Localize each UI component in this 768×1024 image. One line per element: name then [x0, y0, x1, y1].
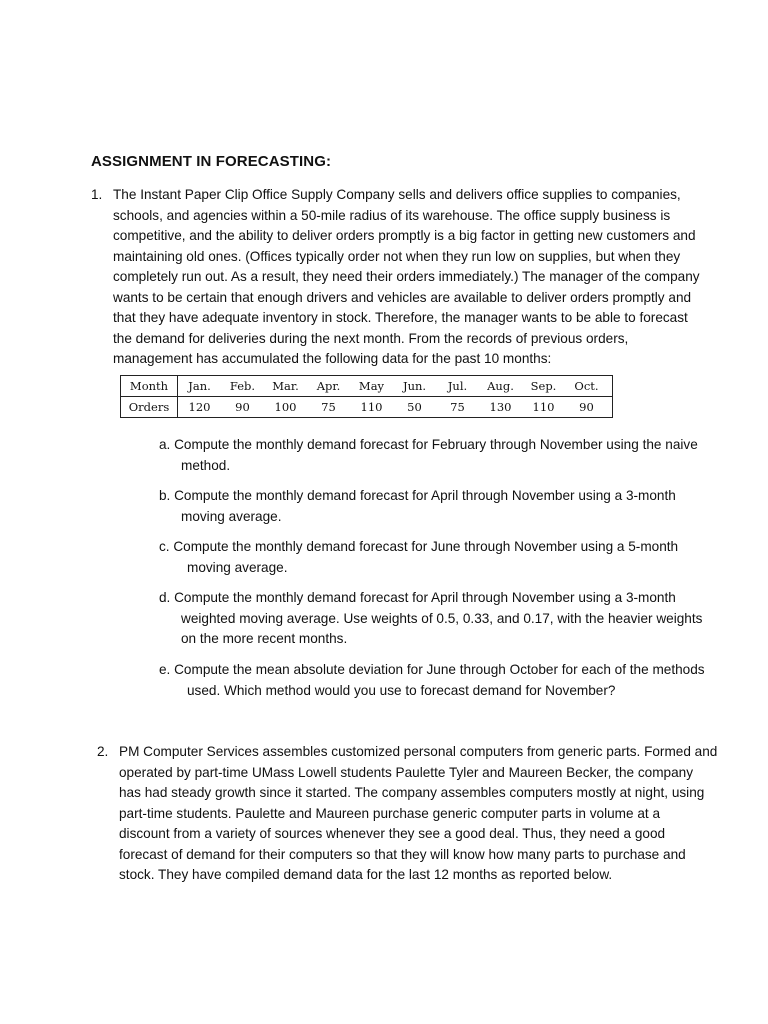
table-cell-month: Oct. — [565, 376, 613, 397]
table-cell-orders: 100 — [274, 400, 297, 414]
question-1-line: wants to be certain that enough drivers and vehicles are available to deliver orders promptly and — [113, 289, 692, 305]
question-1-line: management has accumulated the following data for the past 10 months: — [113, 351, 552, 366]
subquestion-c-line: moving average. — [187, 559, 288, 575]
question-2-line: forecast of demand for their computers so that they will know how many parts to purchase and — [119, 846, 686, 862]
table-cell-month: Aug. — [479, 376, 522, 397]
subquestion-e — [159, 660, 729, 701]
question-1-line: the demand for deliveries during the next month. From the records of previous orders, — [113, 330, 629, 346]
table-cell-month: Jan. — [178, 376, 222, 397]
question-1-line: The Instant Paper Clip Office Supply Company sells and delivers office supplies to companies, — [113, 187, 681, 202]
question-2-line: operated by part-time UMass Lowell students Paulette Tyler and Maureen Becker, the company — [119, 764, 694, 780]
subquestion-b-line: moving average. — [181, 508, 282, 524]
table-cell-orders: 90 — [579, 400, 594, 414]
question-1-line: completely run out. As a result, they need their orders immediately.) The manager of the company — [113, 269, 700, 284]
subquestion-d-line: d. Compute the monthly demand forecast for April through November using a 3-month — [159, 590, 676, 605]
table-cell-month: Feb. — [221, 376, 264, 397]
table-cell-orders: 110 — [360, 400, 383, 414]
subquestion-a — [159, 435, 729, 476]
table-header-orders: Orders — [121, 397, 178, 418]
subquestion-b-line: b. Compute the monthly demand forecast for April through November using a 3-month — [159, 488, 676, 503]
question-1-number: 1. — [91, 187, 103, 202]
orders-table — [120, 375, 613, 418]
question-1 — [91, 185, 731, 370]
table-header-month: Month — [121, 376, 178, 397]
table-cell-orders: 90 — [235, 400, 250, 414]
table-cell-month: Apr. — [307, 376, 350, 397]
question-1-text — [113, 185, 731, 370]
question-2-line: PM Computer Services assembles customized personal computers from generic parts. Formed and — [119, 744, 718, 759]
subquestion-a-line: a. Compute the monthly demand forecast for February through November using the naive — [159, 437, 698, 452]
table-cell-orders: 110 — [532, 400, 555, 414]
question-2-line: part-time students. Paulette and Maureen purchase generic computer parts in volume at a — [119, 805, 661, 821]
table-cell-orders: 75 — [450, 400, 465, 414]
question-2-text — [119, 742, 731, 886]
question-1-line: competitive, and the ability to deliver orders promptly is a big factor in getting new customers and — [113, 228, 696, 243]
subquestion-d-line: on the more recent months. — [181, 631, 348, 646]
table-cell-month: Mar. — [264, 376, 307, 397]
table-cell-orders: 75 — [321, 400, 336, 414]
question-2-line: stock. They have compiled demand data for the last 12 months as reported below. — [119, 867, 613, 882]
assignment-title: ASSIGNMENT IN FORECASTING: — [91, 153, 332, 170]
table-row-orders — [121, 397, 613, 418]
subquestion-d-line: weighted moving average. Use weights of 0.5, 0.33, and 0.17, with the heavier weights — [181, 610, 703, 626]
subquestion-a-line: method. — [181, 457, 231, 473]
question-2-line: has had steady growth since it started. The company assembles computers mostly at night, using — [119, 785, 705, 800]
subquestion-c-line: c. Compute the monthly demand forecast for June through November using a 5-month — [159, 539, 679, 554]
subquestion-d — [159, 588, 729, 650]
table-cell-month: Jul. — [436, 376, 479, 397]
question-1-line: that they have adequate inventory in stock. Therefore, the manager wants to be able to forecast — [113, 310, 688, 325]
table-cell-month: Jun. — [393, 376, 436, 397]
table-cell-orders: 120 — [188, 400, 211, 414]
table-cell-orders: 50 — [407, 400, 422, 414]
table-row-month — [121, 376, 613, 397]
table-cell-month: Sep. — [522, 376, 565, 397]
table-cell-month: May — [350, 376, 393, 397]
question-2-number: 2. — [97, 744, 109, 759]
subquestion-c — [159, 537, 729, 578]
subquestion-e-line: used. Which method would you use to forecast demand for November? — [187, 682, 616, 698]
subquestion-e-line: e. Compute the mean absolute deviation for June through October for each of the methods — [159, 662, 705, 677]
question-2-line: discount from a variety of sources whenever they see a good deal. Thus, they need a good — [119, 826, 666, 841]
question-1-line: maintaining old ones. (Offices typically order not when they run low on supplies, but when they — [113, 248, 681, 264]
question-1-line: schools, and agencies within a 50-mile radius of its warehouse. The office supply business is — [113, 207, 671, 223]
question-2 — [91, 742, 731, 886]
table-cell-orders: 130 — [489, 400, 512, 414]
subquestion-b — [159, 486, 729, 527]
